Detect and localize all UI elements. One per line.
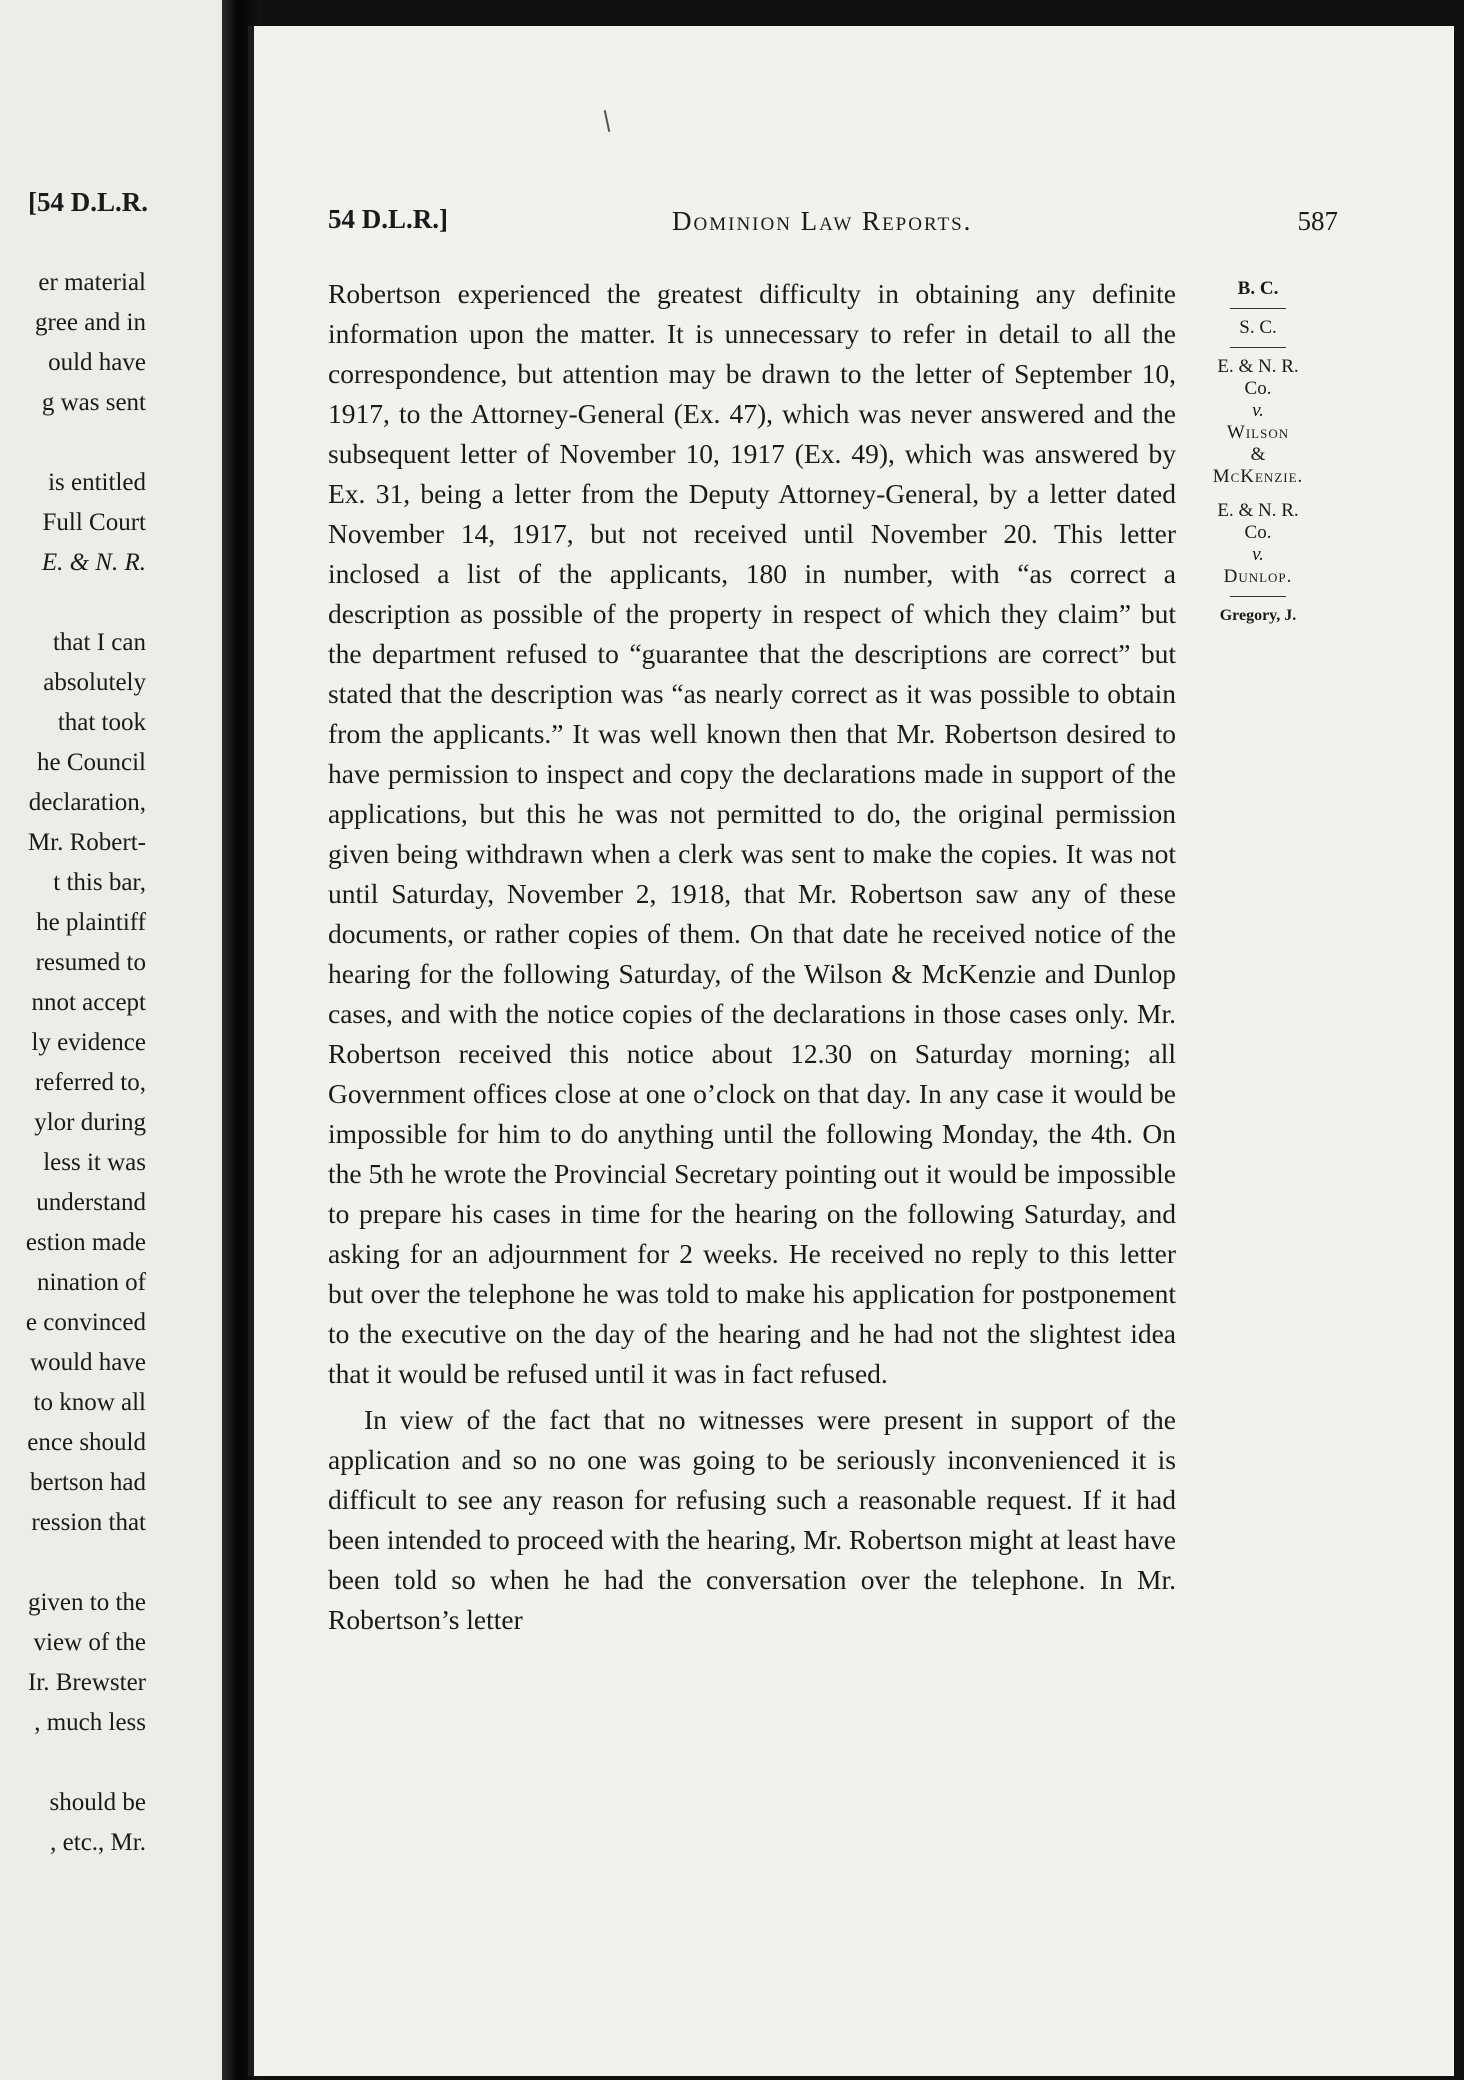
case1-ampersand: &: [1250, 444, 1266, 465]
facing-page-line: t this bar,: [53, 869, 146, 896]
body-text: [328, 274, 1176, 1640]
running-header: [328, 204, 1338, 244]
facing-page-line: he plaintiff: [36, 909, 146, 936]
facing-page-header: [54 D.L.R.: [28, 187, 148, 217]
case2-plaintiff-co: Co.: [1244, 522, 1272, 543]
facing-page-line: gree and in: [34, 309, 146, 336]
facing-page-line: E. & N. R.: [41, 549, 146, 576]
facing-page-line: to know all: [33, 1389, 146, 1416]
facing-page-line: understand: [36, 1189, 146, 1216]
facing-page-line: that I can: [52, 629, 146, 656]
page-number: 587: [1297, 206, 1338, 236]
margin-rule: [1230, 596, 1286, 597]
margin-rule: [1230, 308, 1286, 309]
case1-versus: v.: [1252, 400, 1264, 421]
facing-page-line: is entitled: [48, 469, 146, 496]
facing-page-line: ly evidence: [31, 1029, 146, 1056]
case2-versus: v.: [1252, 544, 1264, 565]
facing-page-line: er material: [38, 269, 146, 296]
facing-page-line: , much less: [34, 1709, 146, 1736]
facing-page-line: ylor during: [34, 1109, 146, 1136]
case1-defendant: Wilson: [1226, 422, 1290, 443]
facing-page-line: view of the: [33, 1629, 146, 1656]
running-title: Dominion Law Reports.: [672, 206, 973, 236]
facing-page-line: should be: [49, 1789, 146, 1816]
facing-page-line: Full Court: [42, 509, 146, 536]
judge-note: Gregory, J.: [1219, 607, 1297, 624]
facing-page-fragment: [0, 0, 222, 2080]
facing-page-line: resumed to: [35, 949, 146, 976]
case1-plaintiff: E. & N. R.: [1217, 356, 1299, 377]
facing-page-line: declaration,: [28, 789, 146, 816]
case2-plaintiff: E. & N. R.: [1217, 500, 1299, 521]
case2-defendant: Dunlop.: [1223, 566, 1293, 587]
facing-page-line: nnot accept: [31, 989, 146, 1016]
margin-rule: [1230, 347, 1286, 348]
facing-page-line: absolutely: [43, 669, 146, 696]
margin-notes: [1188, 278, 1328, 627]
facing-page-line: ould have: [48, 349, 146, 376]
case1-plaintiff-co: Co.: [1244, 378, 1272, 399]
division-note: S. C.: [1239, 317, 1277, 338]
facing-page-line: that took: [57, 709, 146, 736]
facing-page-line: nination of: [36, 1269, 146, 1296]
facing-page-line: less it was: [43, 1149, 146, 1176]
court-note: B. C.: [1237, 278, 1279, 299]
facing-page-line: bertson had: [30, 1469, 146, 1496]
facing-page-line: , etc., Mr.: [50, 1829, 146, 1856]
facing-page-line: e convinced: [25, 1309, 146, 1336]
facing-page-line: g was sent: [41, 389, 146, 416]
facing-page-line: would have: [30, 1349, 146, 1376]
facing-page-line: he Council: [36, 749, 146, 776]
facing-page-line: ence should: [27, 1429, 146, 1456]
case1-defendant-2: McKenzie.: [1212, 466, 1304, 487]
facing-page-line: Mr. Robert-: [27, 829, 146, 856]
paragraph-2: In view of the fact that no witnesses were present in support of the application and so no one was going to be seriously inconvenienced it is difficult to see any reason for refusing such a reasonable request. If it had been intended to proceed with the hearing, Mr. Robertson might at least have been told so when he had the conversation over the telephone. In Mr. Robertson’s letter: [328, 1404, 1176, 1635]
facing-page-line: ression that: [31, 1509, 146, 1536]
scan-speck: [604, 110, 611, 132]
page: [248, 26, 1454, 2076]
facing-page-line: Ir. Brewster: [27, 1669, 146, 1696]
facing-page-line: referred to,: [34, 1069, 146, 1096]
paragraph-1: Robertson experienced the greatest difficulty in obtaining any definite information upon the matter. It is unnecessary to refer in detail to all the correspondence, but attention may be drawn to the letter of September 10, 1917, to the Attorney-General (Ex. 47), which was never answered and the subsequent letter of November 10, 1917 (Ex. 49), which was answered by Ex. 31, being a letter from the Deputy Attorney-General, by a letter dated November 14, 1917, but not received until November 20. This letter inclosed a list of the applicants, 180 in number, with “as correct a description as possible of the property in respect of which they claim” but the department refused to “guarantee that the descriptions are correct” but stated that the description was “as nearly correct as it was possible to obtain from the applicants.” It was well known then that Mr. Robertson desired to have permission to inspect and copy the declarations made in support of the applications, but this he was not permitted to do, the original permission given being withdrawn when a clerk was sent to make the copies. It was not until Saturday, November 2, 1918, that Mr. Robertson saw any of these documents, or rather copies of them. On that date he received notice of the hearing for the following Saturday, of the Wilson & McKenzie and Dunlop cases, and with the notice copies of the declarations in those cases only. Mr. Robertson received this notice about 12.30 on Saturday morning; all Government offices close at one o’clock on that day. In any case it would be impossible for him to do anything until the following Monday, the 4th. On the 5th he wrote the Provincial Secretary pointing out it would be impossible to prepare his cases in time for the hearing on the following Saturday, and asking for an adjournment for 2 weeks. He received no reply to this letter but over the telephone he was told to make his application for postponement to the executive on the day of the hearing and he had not the slightest idea that it would be refused until it was in fact refused.: [328, 278, 1176, 1389]
facing-page-line: given to the: [27, 1589, 146, 1616]
facing-page-line: estion made: [25, 1229, 146, 1256]
volume-reference: 54 D.L.R.]: [328, 204, 448, 234]
